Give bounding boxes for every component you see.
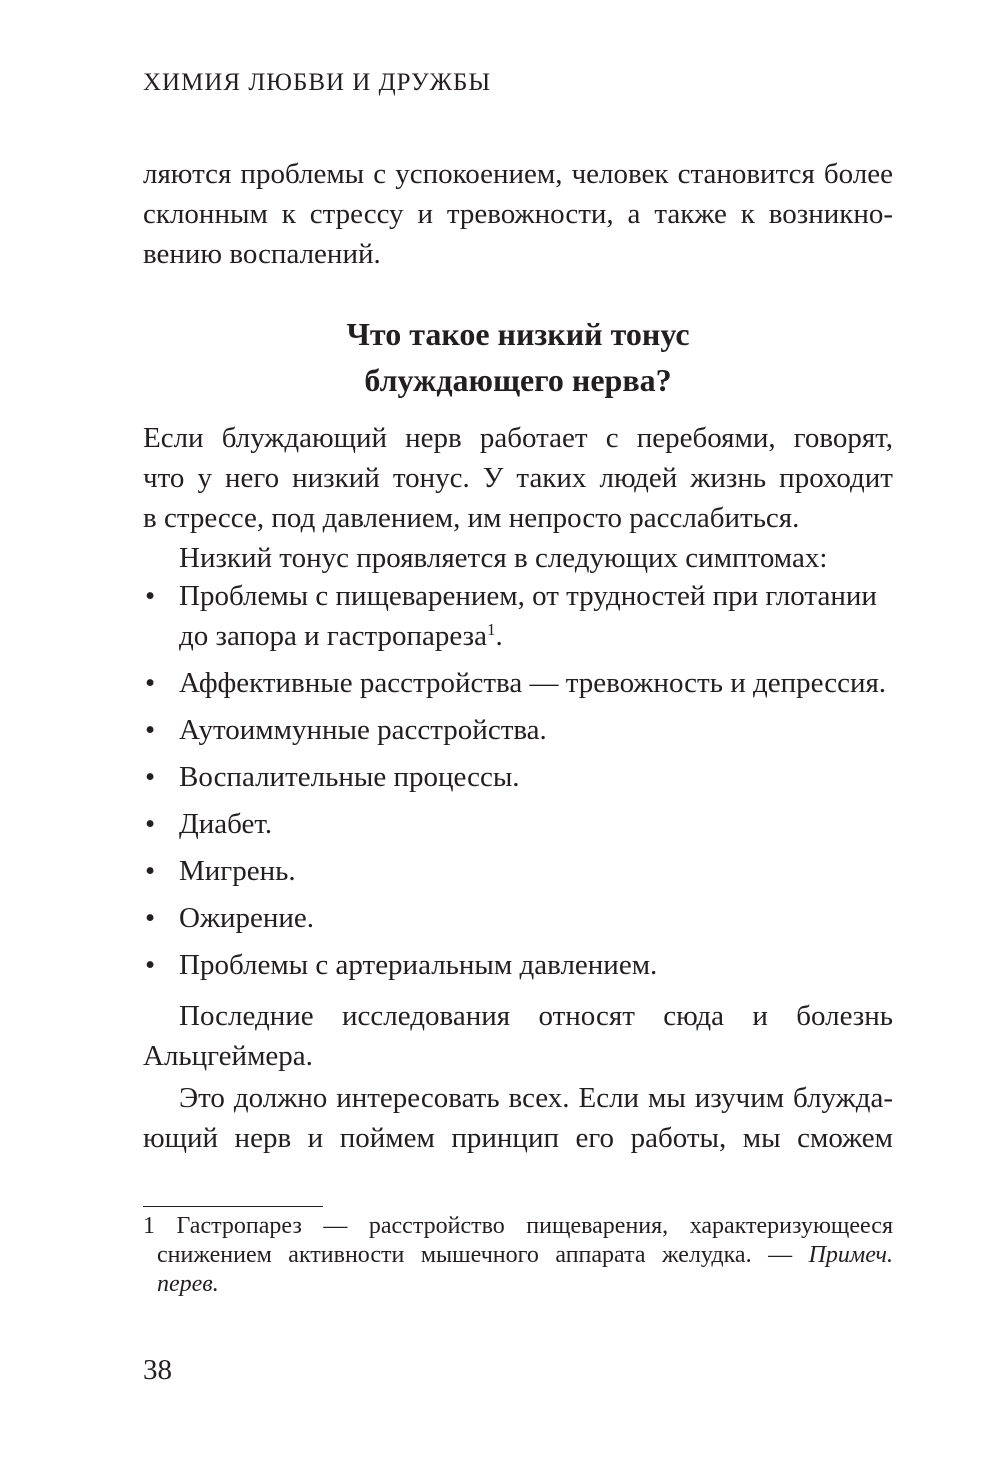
paragraph-4 <box>143 1078 893 1158</box>
bullet: • <box>145 902 156 934</box>
list-item <box>143 576 893 656</box>
paragraph-2: Низкий тонус проявляется в следующих симптомах: <box>179 542 828 574</box>
footnote-divider <box>143 1206 323 1207</box>
paragraph-line: Альцгеймера. <box>143 1040 313 1072</box>
running-header: ХИМИЯ ЛЮБВИ И ДРУЖБЫ <box>143 69 492 96</box>
paragraph-line: Последние исследования относят сюда и болезнь <box>179 1000 893 1032</box>
footnote-line: 1 Гастропарез — расстройство пищеварения, характеризующееся <box>143 1213 893 1239</box>
bullet: • <box>145 855 156 887</box>
paragraph-line: Это должно интересовать всех. Если мы изучим блужда- <box>179 1082 893 1114</box>
section-heading <box>143 311 893 403</box>
footnote-line: снижением активности мышечного аппарата желудка. — Примеч. <box>157 1242 893 1268</box>
bullet: • <box>145 949 156 981</box>
footnote-reference: 1 <box>486 620 496 639</box>
list-item-text: Проблемы с пищеварением, от трудностей при глотании <box>179 580 877 612</box>
symptoms-list <box>143 576 893 992</box>
list-item <box>143 804 893 844</box>
list-item-text: Диабет. <box>179 808 273 840</box>
list-item-text: Аффективные расстройства — тревожность и депрессия. <box>179 667 887 699</box>
bullet: • <box>145 714 156 746</box>
paragraph-line: ющий нерв и поймем принцип его работы, мы сможем <box>143 1122 893 1154</box>
paragraph-line: Если блуждающий нерв работает с перебоями, говорят, <box>143 422 893 454</box>
paragraph-line: вению воспалений. <box>143 238 381 270</box>
list-item-text: Ожирение. <box>179 902 315 934</box>
list-item-text: до запора и гастропареза$^1$. <box>179 620 503 652</box>
footnote-marker: 1 <box>143 1213 155 1239</box>
list-item-text: Мигрень. <box>179 855 296 887</box>
list-item-text: Воспалительные процессы. <box>179 761 520 793</box>
list-item <box>143 710 893 750</box>
paragraph-line: ляются проблемы с успокоением, человек становится более <box>143 158 893 190</box>
list-item <box>143 945 893 985</box>
paragraph-line: в стрессе, под давлением, им непросто расслабиться. <box>143 502 800 534</box>
list-item <box>143 757 893 797</box>
continued-paragraph <box>143 154 893 274</box>
heading-line: блуждающего нерва? <box>364 362 672 398</box>
list-item <box>143 898 893 938</box>
list-item-text: Аутоиммунные расстройства. <box>179 714 547 746</box>
paragraph-line: склонным к стрессу и тревожности, а также к возникно- <box>143 198 893 230</box>
page-number: 38 <box>143 1354 172 1386</box>
heading-line: Что такое низкий тонус <box>346 316 690 352</box>
paragraph-1 <box>143 418 893 578</box>
list-item <box>143 663 893 703</box>
bullet: • <box>145 761 156 793</box>
footnote-line: перев. <box>157 1271 219 1297</box>
list-item-text: Проблемы с артериальным давлением. <box>179 949 658 981</box>
bullet: • <box>145 808 156 840</box>
paragraph-3 <box>143 996 893 1076</box>
footnote <box>143 1212 893 1299</box>
bullet: • <box>145 580 156 612</box>
list-item <box>143 851 893 891</box>
bullet: • <box>145 667 156 699</box>
paragraph-line: что у него низкий тонус. У таких людей жизнь проходит <box>143 462 893 494</box>
